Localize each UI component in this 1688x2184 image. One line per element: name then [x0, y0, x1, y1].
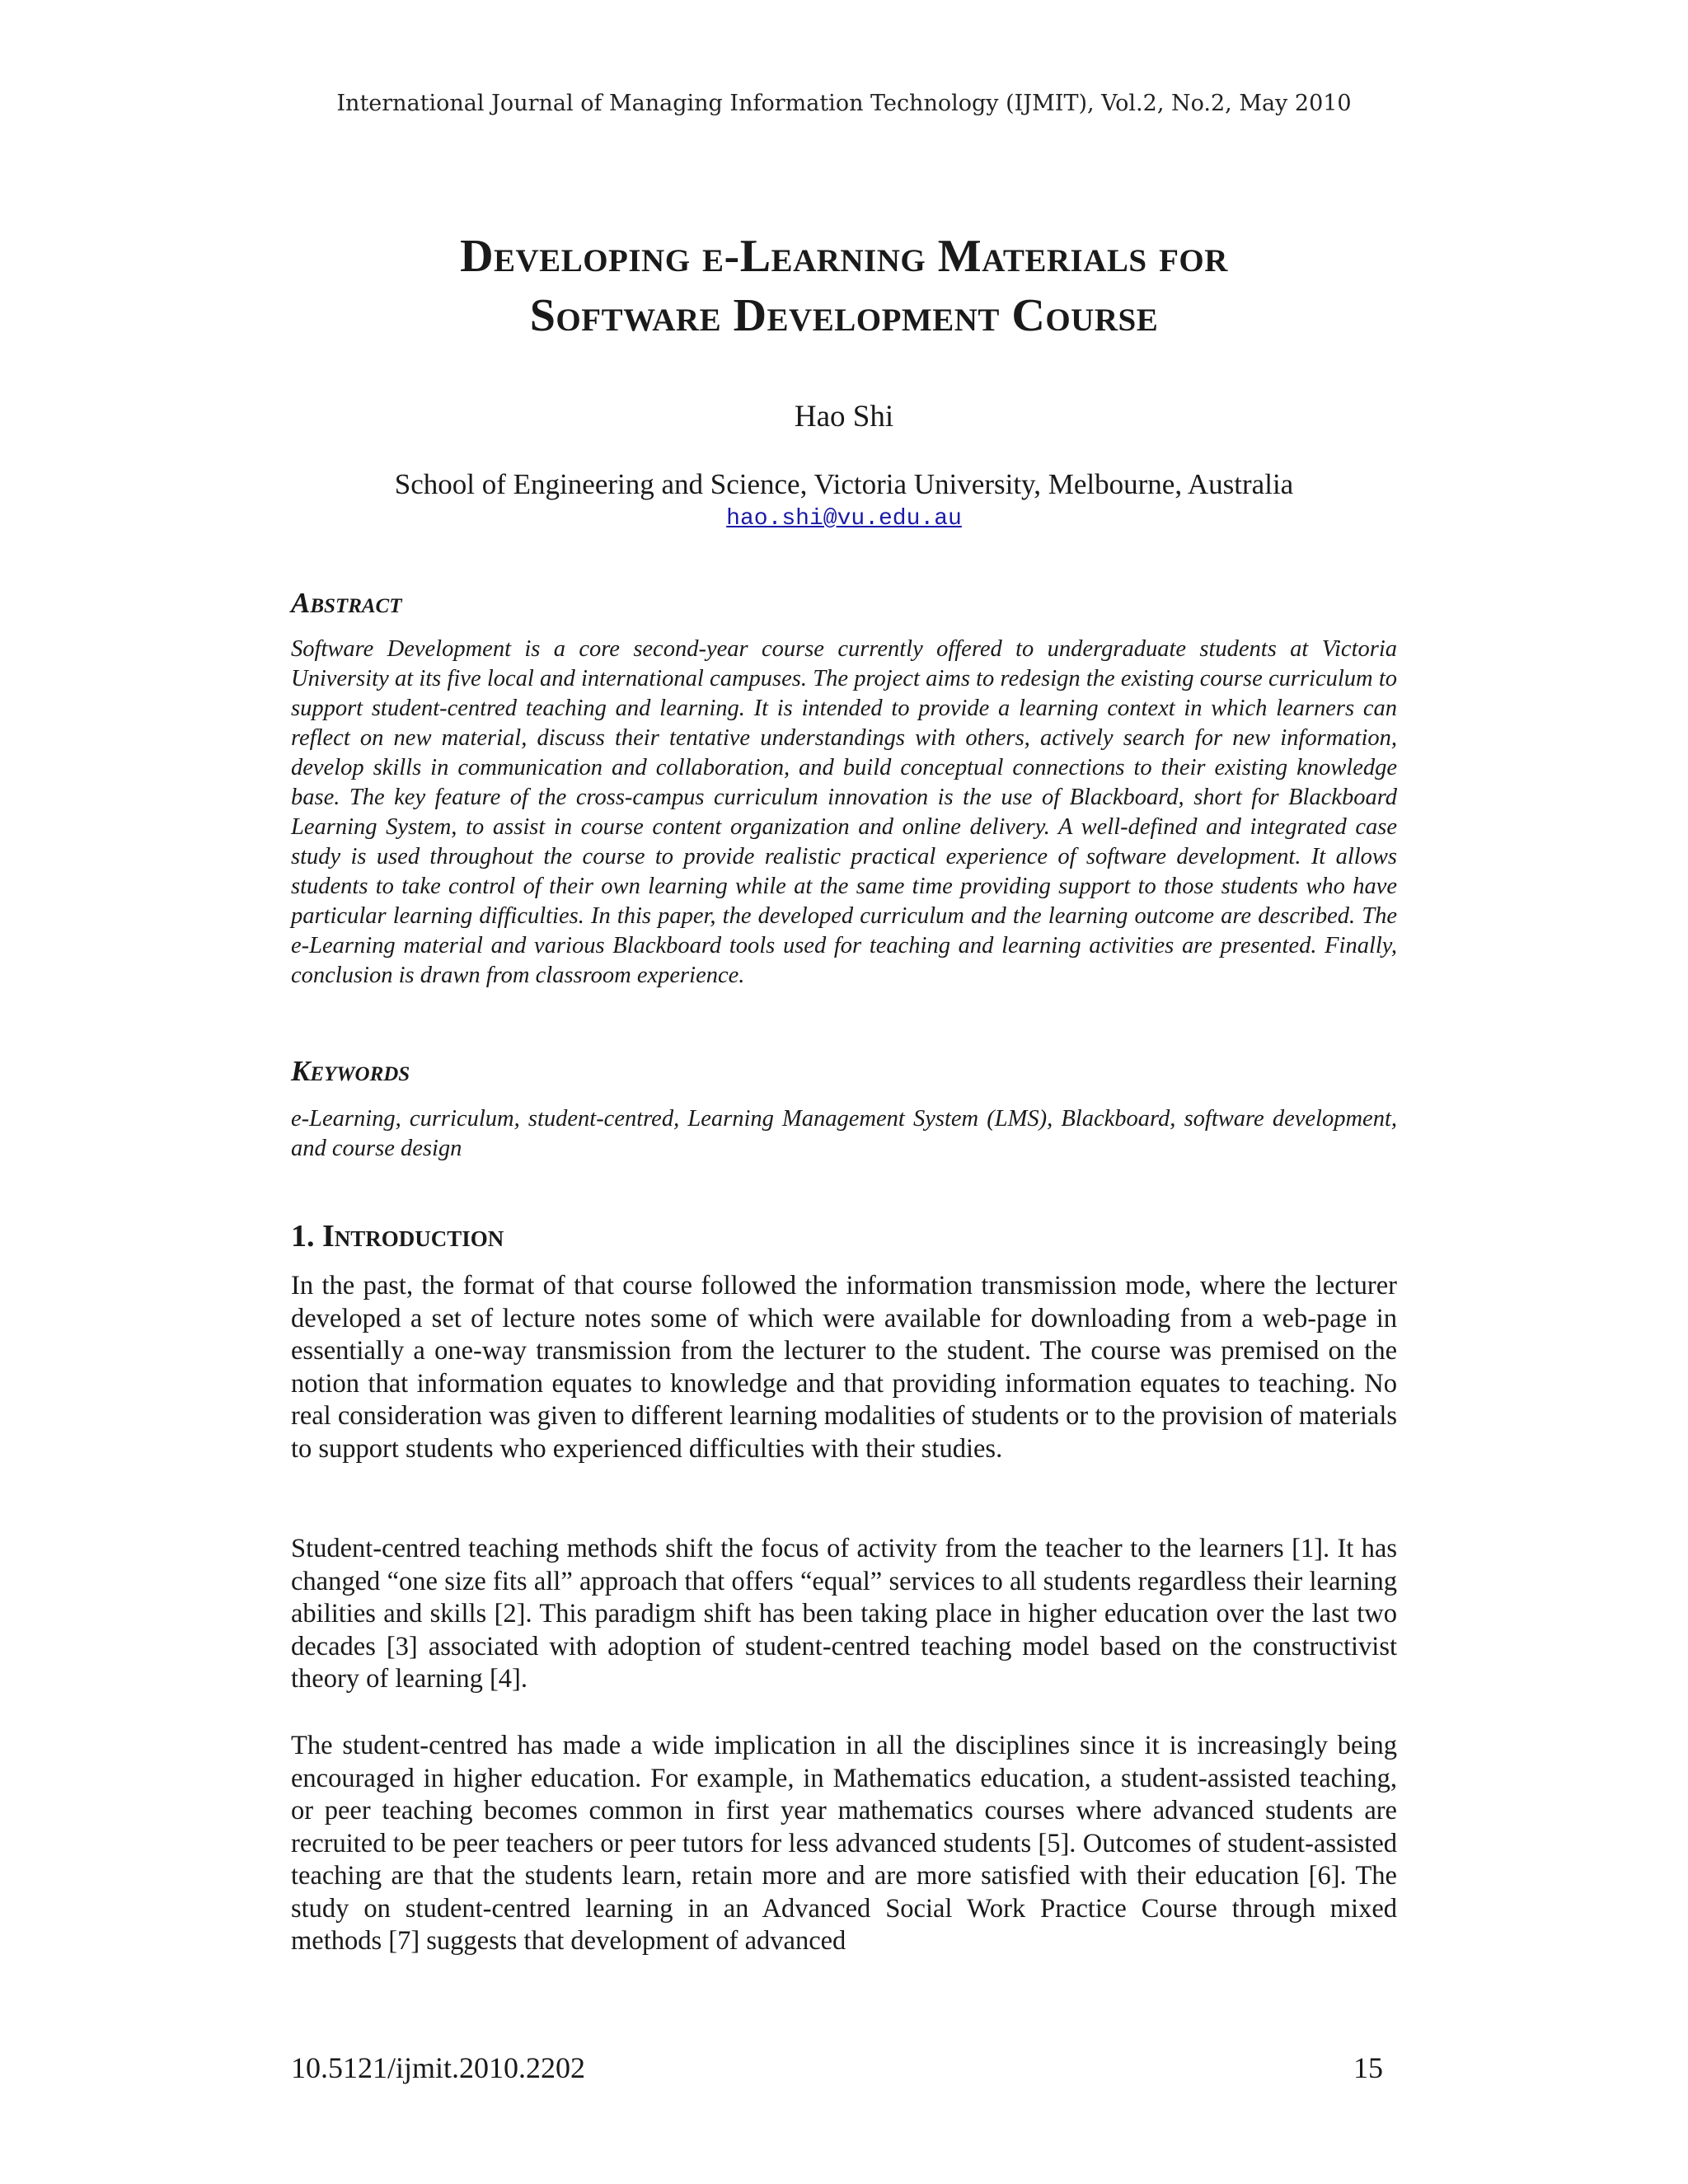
- author-affiliation: School of Engineering and Science, Victoria University, Melbourne, Australia: [394, 468, 1294, 500]
- paper-title: [247, 227, 1441, 345]
- author-name: Hao Shi: [794, 400, 894, 434]
- keywords-text: e-Learning, curriculum, student-centred, Learning Management System (LMS), Blackboard, software development, and course design: [291, 1106, 1397, 1161]
- intro-paragraph-2: Student-centred teaching methods shift the focus of activity from the teacher to the learners [1]. It has changed “one size fits all” approach that offers “equal” services to all students regardless their learning abilities and skills [2]. This paradigm shift has been taking place in higher education over the last two decades [3] associated with adoption of student-centred teaching model based on the constructivist theory of learning [4].: [291, 1534, 1397, 1694]
- abstract-heading: Abstract: [291, 587, 402, 619]
- intro-paragraph-1: In the past, the format of that course followed the information transmission mode, where the lecturer developed a set of lecture notes some of which were available for downloading from a web-page in essentially a one-way transmission from the lecturer to the student. The course was premised on the notion that information equates to knowledge and that providing information equates to teaching. No real consideration was given to different learning modalities of students or to the provision of materials to support students who experienced difficulties with their studies.: [291, 1271, 1397, 1464]
- page-number: 15: [1353, 2051, 1383, 2084]
- abstract-text: Software Development is a core second-year course currently offered to undergraduate students at Victoria University at its five local and international campuses. The project aims to redesign the existing course curriculum to support student-centred teaching and learning. It is intended to provide a learning context in which learners can reflect on new material, discuss their tentative understandings with others, actively search for new information, develop skills in communication and collaboration, and build conceptual connections to their existing knowledge base. The key feature of the cross-campus curriculum innovation is the use of Blackboard, short for Blackboard Learning System, to assist in course content organization and online delivery. A well-defined and integrated case study is used throughout the course to provide realistic practical experience of software development. It allows students to take control of their own learning while at the same time providing support to those students who have particular learning difficulties. In this paper, the developed curriculum and the learning outcome are described. The e-Learning material and various Blackboard tools used for teaching and learning activities are presented. Finally, conclusion is drawn from classroom experience.: [291, 636, 1397, 988]
- running-header: International Journal of Managing Information Technology (IJMIT), Vol.2, No.2, May 2010: [336, 91, 1352, 116]
- author-email-link[interactable]: hao.shi@vu.edu.au: [726, 506, 962, 532]
- title-line-1: Developing e-Learning Materials for: [460, 231, 1228, 282]
- keywords-heading: Keywords: [291, 1055, 410, 1087]
- footer-doi: 10.5121/ijmit.2010.2202: [291, 2051, 586, 2084]
- intro-paragraph-3: The student-centred has made a wide implication in all the disciplines since it is increasingly being encouraged in higher education. For example, in Mathematics education, a student-assisted teaching, or peer teaching becomes common in first year mathematics courses where advanced students are recruited to be peer teachers or peer tutors for less advanced students [5]. Outcomes of student-assisted teaching are that the students learn, retain more and are more satisfied with their education [6]. The study on student-centred learning in an Advanced Social Work Practice Course through mixed methods [7] suggests that development of advanced: [291, 1731, 1397, 1956]
- author-email-line: [0, 506, 1688, 532]
- title-line-2: Software Development Course: [529, 290, 1159, 341]
- introduction-heading: 1. Introduction: [291, 1219, 504, 1254]
